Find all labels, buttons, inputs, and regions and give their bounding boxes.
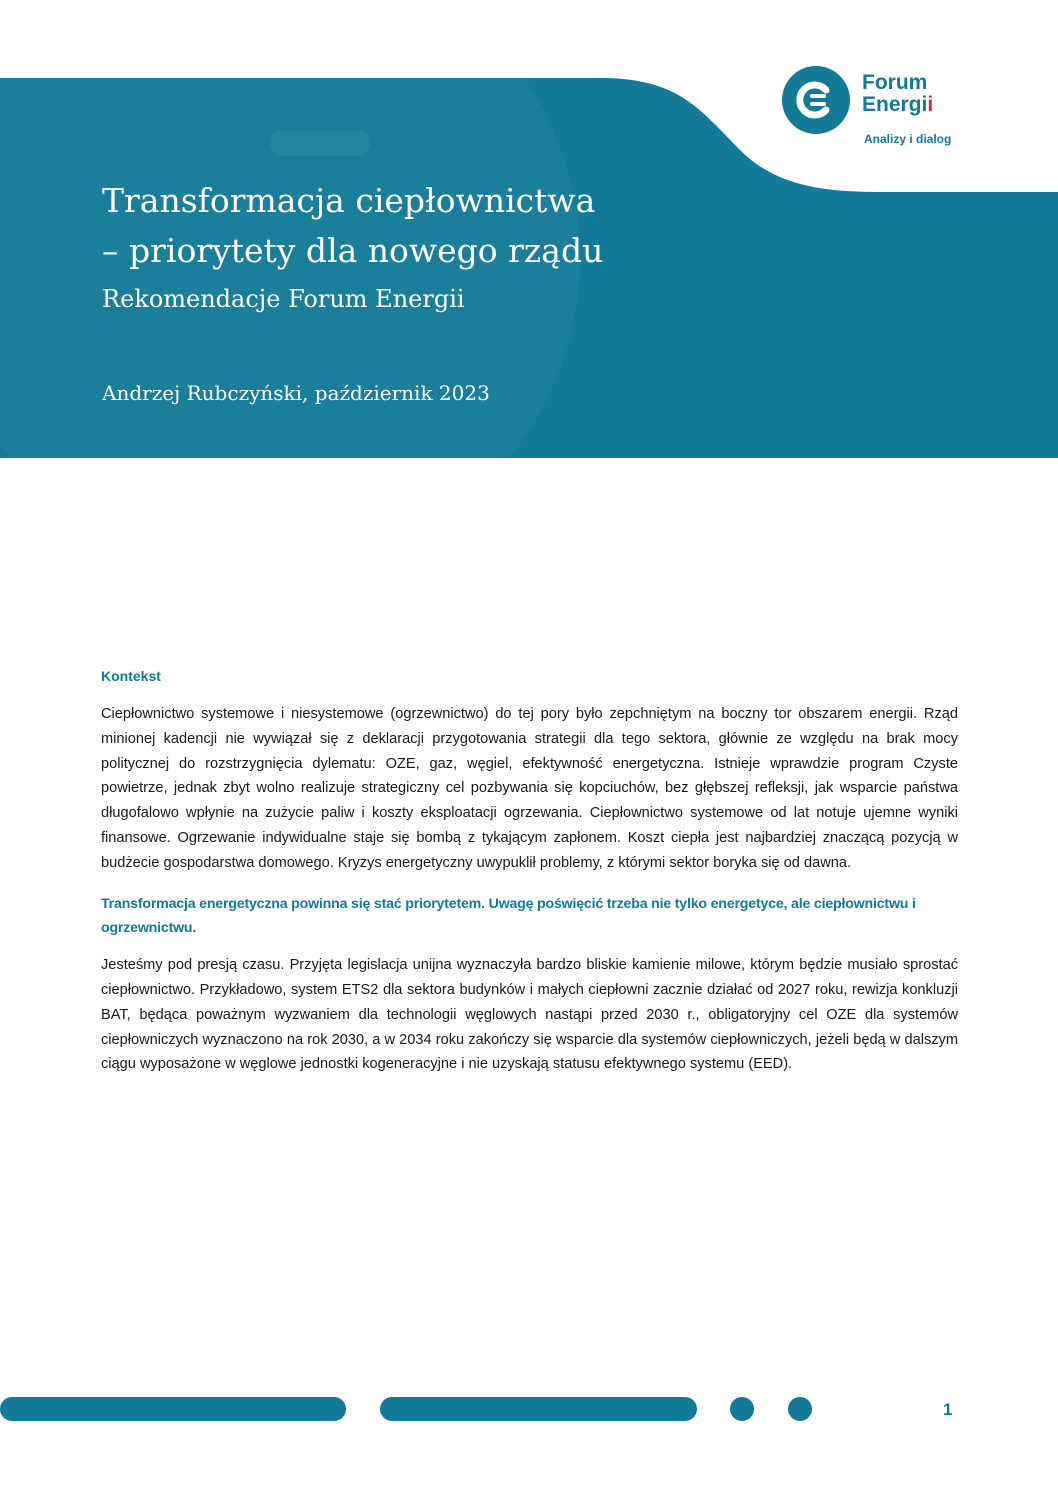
footer-bar-middle xyxy=(380,1397,697,1421)
footer-dot-1 xyxy=(730,1397,754,1421)
logo-e-icon xyxy=(782,66,850,134)
logo-accent-letter: i xyxy=(927,93,934,116)
logo-word-energii: Energii xyxy=(862,93,934,116)
brand-logo xyxy=(782,66,962,152)
footer-bar-left xyxy=(0,1397,346,1421)
footer-dot-2 xyxy=(788,1397,812,1421)
document-title xyxy=(102,176,742,276)
paragraph-time-pressure: Jesteśmy pod presją czasu. Przyjęta legislacja unijna wyznaczyła bardzo bliskie kamienie milowe, którym będzie musiało sprostać ciepłownictwo. Przykładowo, system ETS2 dla sektora budynków i małych ciepłowni zacznie działać od 2027 roku, rewizja konkluzji BAT, będąca poważnym wyzwaniem dla technologii węglowych nastąpi przed 2030 r., obligatoryjny cel OZE dla systemów ciepłowniczych wyznaczono na rok 2030, a w 2034 roku zakończy się wsparcie dla systemów ciepłowniczych, jeżeli będą w dalszym ciągu wyposażone w węglowe jednostki kogeneracyjne i nie uzyskają statusu efektywnego systemu (EED). xyxy=(101,957,958,1073)
author-date: Andrzej Rubczyński, październik 2023 xyxy=(102,381,490,405)
document-body xyxy=(101,664,958,1093)
paragraph-context: Ciepłownictwo systemowe i niesystemowe (ogrzewnictwo) do tej pory było zepchniętym na boczny tor obszarem energii. Rząd minionej kadencji nie wywiązał się z deklaracji przygotowania strategii dla tego sektora, głównie ze względu na brak mocy politycznej do rozstrzygnięcia dylematu: OZE, gaz, węgiel, efektywność energetyczna. Istnieje wprawdzie program Czyste powietrze, jednak zbyt wolno realizuje strategiczny cel pozbywania się kopciuchów, bez głębszej refleksji, jak wsparcie państwa długofalowo wpłynie na zużycie paliw i koszty eksploatacji ogrzewania. Ciepłownictwo systemowe od lat notuje ujemne wyniki finansowe. Ogrzewanie indywidualne staje się bombą z tykającym zapłonem. Koszt ciepła jest najbardziej znaczącą pozycją w budżecie gospodarstwa domowego. Kryzys energetyczny uwypuklił problemy, z którymi sektor boryka się od dawna. xyxy=(101,706,958,871)
logo-tagline: Analizy i dialog xyxy=(864,132,952,146)
title-line-2: – priorytety dla nowego rządu xyxy=(102,231,604,270)
logo-wordmark xyxy=(862,72,933,116)
title-line-1: Transformacja ciepłownictwa xyxy=(102,181,596,220)
logo-word-forum: Forum xyxy=(862,71,928,94)
highlight-statement: Transformacja energetyczna powinna się stać priorytetem. Uwagę poświęcić trzeba nie tylko energetyce, ale ciepłownictwu i ogrzewnictwu. xyxy=(101,895,916,937)
document-subtitle: Rekomendacje Forum Energii xyxy=(102,285,465,313)
page-number: 1 xyxy=(943,1400,953,1419)
section-heading-kontekst: Kontekst xyxy=(101,668,161,684)
